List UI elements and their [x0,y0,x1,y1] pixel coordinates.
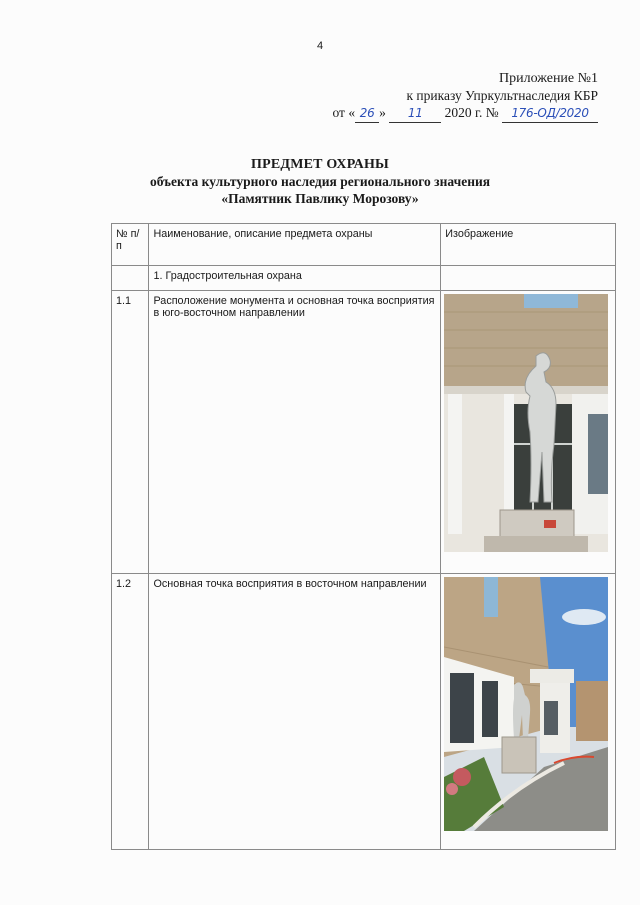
row-description: Основная точка восприятия в восточном направлении [149,574,441,850]
date-day-field [355,104,379,123]
section-empty-image-cell [441,266,616,291]
date-year: 2020 г. № [444,105,499,120]
date-day: 26 [359,106,375,120]
date-prefix: от « [332,105,356,120]
row-number: 1.1 [112,291,149,574]
appendix-block [332,70,598,123]
section-empty-cell [112,266,149,291]
document-title [0,156,640,207]
title-line-2: объекта культурного наследия регионального значения [149,174,491,189]
page-number: 4 [316,40,324,52]
row-description: Расположение монумента и основная точка восприятия в юго-восточном направлении [149,291,441,574]
appendix-title: Приложение №1 [499,71,598,86]
monument-photo-southeast [444,294,608,552]
protection-subject-table [111,223,616,850]
table-row [112,291,616,574]
appendix-date-line [332,104,598,123]
section-title: 1. Градостроительная охрана [149,266,441,291]
title-line-1: ПРЕДМЕТ ОХРАНЫ [250,157,389,172]
table-row [112,574,616,850]
row-number: 1.2 [112,574,149,850]
order-number-field [502,104,598,123]
order-number: 176-ОД/2020 [511,106,589,120]
table-header-row [112,224,616,266]
monument-photo-east [444,577,608,831]
appendix-order-ref: к приказу Упркультнаследия КБР [406,88,598,103]
date-month-field [389,104,441,123]
date-mid: » [379,105,386,120]
table-section-row [112,266,616,291]
row-photo-cell [441,291,616,574]
title-line-3: «Памятник Павлику Морозову» [221,191,419,206]
date-month: 11 [407,106,423,120]
header-image: Изображение [441,224,616,266]
header-number: № п/п [112,224,149,266]
header-description: Наименование, описание предмета охраны [149,224,441,266]
row-photo-cell [441,574,616,850]
